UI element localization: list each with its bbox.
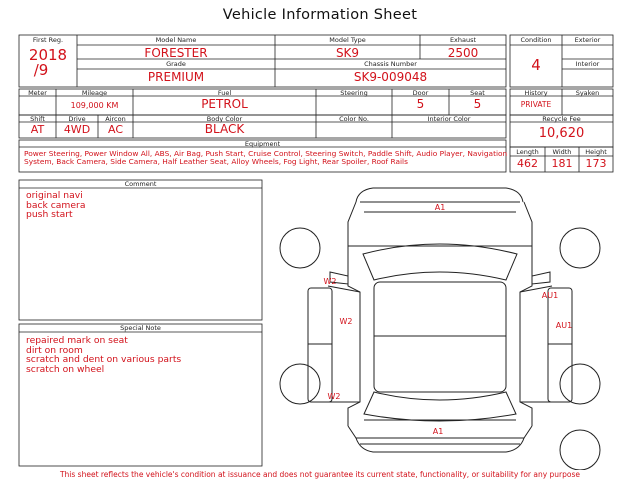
- model-name-value: FORESTER: [144, 46, 208, 60]
- color-no-label: Color No.: [339, 115, 369, 123]
- roof: [374, 282, 506, 392]
- left-side-body: [348, 246, 360, 426]
- grade-label: Grade: [166, 60, 186, 68]
- special-note-line: repaired mark on seat: [26, 335, 128, 346]
- front-bumper: [356, 188, 523, 202]
- damage-right-front: AU1: [541, 291, 559, 300]
- footer-disclaimer: This sheet reflects the vehicle's condition at issuance and does not guarantee its current state, functionality, or suitability for any purpose: [59, 470, 581, 479]
- model-type-value: SK9: [335, 46, 360, 60]
- drive-value: 4WD: [63, 123, 91, 136]
- chassis-number-label: Chassis Number: [364, 60, 417, 68]
- width-value: 181: [551, 157, 573, 170]
- length-label: Length: [516, 148, 539, 156]
- comment-line: back camera: [26, 199, 86, 211]
- equipment-list: Power Steering, Power Window All, ABS, Air Bag, Push Start, Cruise Control, Steering Switch, Paddle Shift, Audio Player, Navigation System, Back Camera, Side Camera, Half Leather Seat, Alloy Wheels, Fog Light, Rear Spoiler, Roof Rails: [24, 149, 508, 166]
- special-note-line: scratch and dent on various parts: [26, 354, 182, 366]
- rear-bumper: [356, 438, 524, 452]
- seat-label: Seat: [470, 89, 485, 97]
- fuel-value: PETROL: [201, 97, 248, 111]
- interior-color-label: Interior Color: [427, 115, 471, 123]
- condition-label: Condition: [520, 36, 552, 44]
- equipment-label: Equipment: [244, 140, 281, 148]
- wheel-rear-right: [560, 364, 600, 404]
- comment-line: original navi: [26, 190, 83, 201]
- damage-rear: A1: [432, 427, 444, 436]
- body-color-label: Body Color: [206, 115, 243, 123]
- special-note-line: scratch on wheel: [26, 363, 105, 375]
- rear-window: [364, 392, 516, 421]
- interior-label: Interior: [575, 60, 600, 68]
- comment-list: [26, 191, 258, 220]
- windshield: [363, 244, 517, 280]
- right-side-body: [520, 246, 532, 426]
- damage-front: A1: [434, 203, 446, 212]
- body-color-value: BLACK: [204, 122, 245, 136]
- model-type-label: Model Type: [329, 36, 366, 44]
- mileage-value: 109,000 KM: [70, 101, 119, 110]
- fuel-label: Fuel: [217, 89, 232, 97]
- car-diagram: [268, 176, 618, 470]
- steering-label: Steering: [340, 89, 368, 97]
- damage-left-front: W2: [323, 277, 337, 286]
- damage-left-middle: W2: [339, 317, 353, 326]
- history-label: History: [524, 89, 548, 97]
- aircon-label: Aircon: [105, 115, 126, 123]
- meter-label: Meter: [28, 89, 47, 97]
- wheel-front-left: [280, 228, 320, 268]
- exterior-label: Exterior: [574, 36, 601, 44]
- seat-value: 5: [473, 97, 482, 111]
- special-note-line: dirt on room: [26, 344, 83, 356]
- drive-label: Drive: [68, 115, 86, 123]
- length-value: 462: [517, 157, 538, 170]
- exhaust-value: 2500: [447, 46, 479, 60]
- damage-left-rear: W2: [327, 392, 341, 401]
- first-reg-label: First Reg.: [32, 36, 64, 44]
- recycle-fee-label: Recycle Fee: [542, 115, 581, 123]
- syaken-label: Syaken: [575, 89, 600, 97]
- damage-right-middle: AU1: [555, 321, 573, 330]
- height-label: Height: [585, 148, 607, 156]
- grade-value: PREMIUM: [147, 70, 205, 84]
- special-note-list: [26, 336, 258, 374]
- wheel-rear-left: [280, 364, 320, 404]
- exhaust-label: Exhaust: [449, 36, 477, 44]
- width-label: Width: [552, 148, 572, 156]
- wheel-front-right: [560, 228, 600, 268]
- sheet-title: Vehicle Information Sheet: [222, 7, 418, 23]
- recycle-fee-value: 10,620: [538, 126, 585, 141]
- comment-line: push start: [26, 209, 73, 221]
- door-value: 5: [416, 97, 425, 111]
- right-mirror: [532, 272, 550, 284]
- shift-value: AT: [30, 123, 45, 136]
- shift-label: Shift: [30, 115, 45, 123]
- door-label: Door: [412, 89, 429, 97]
- chassis-number-value: SK9-009048: [353, 70, 428, 84]
- model-name-label: Model Name: [155, 36, 197, 44]
- condition-value: 4: [531, 56, 541, 74]
- first-reg-year: 2018: [28, 46, 68, 64]
- mileage-label: Mileage: [81, 89, 108, 97]
- history-value: PRIVATE: [520, 100, 552, 109]
- height-value: 173: [585, 157, 607, 170]
- comment-label: Comment: [124, 180, 157, 188]
- spare-wheel: [560, 430, 600, 470]
- first-reg-month: /9: [33, 61, 49, 79]
- aircon-value: AC: [107, 123, 123, 136]
- special-note-label: Special Note: [120, 324, 161, 332]
